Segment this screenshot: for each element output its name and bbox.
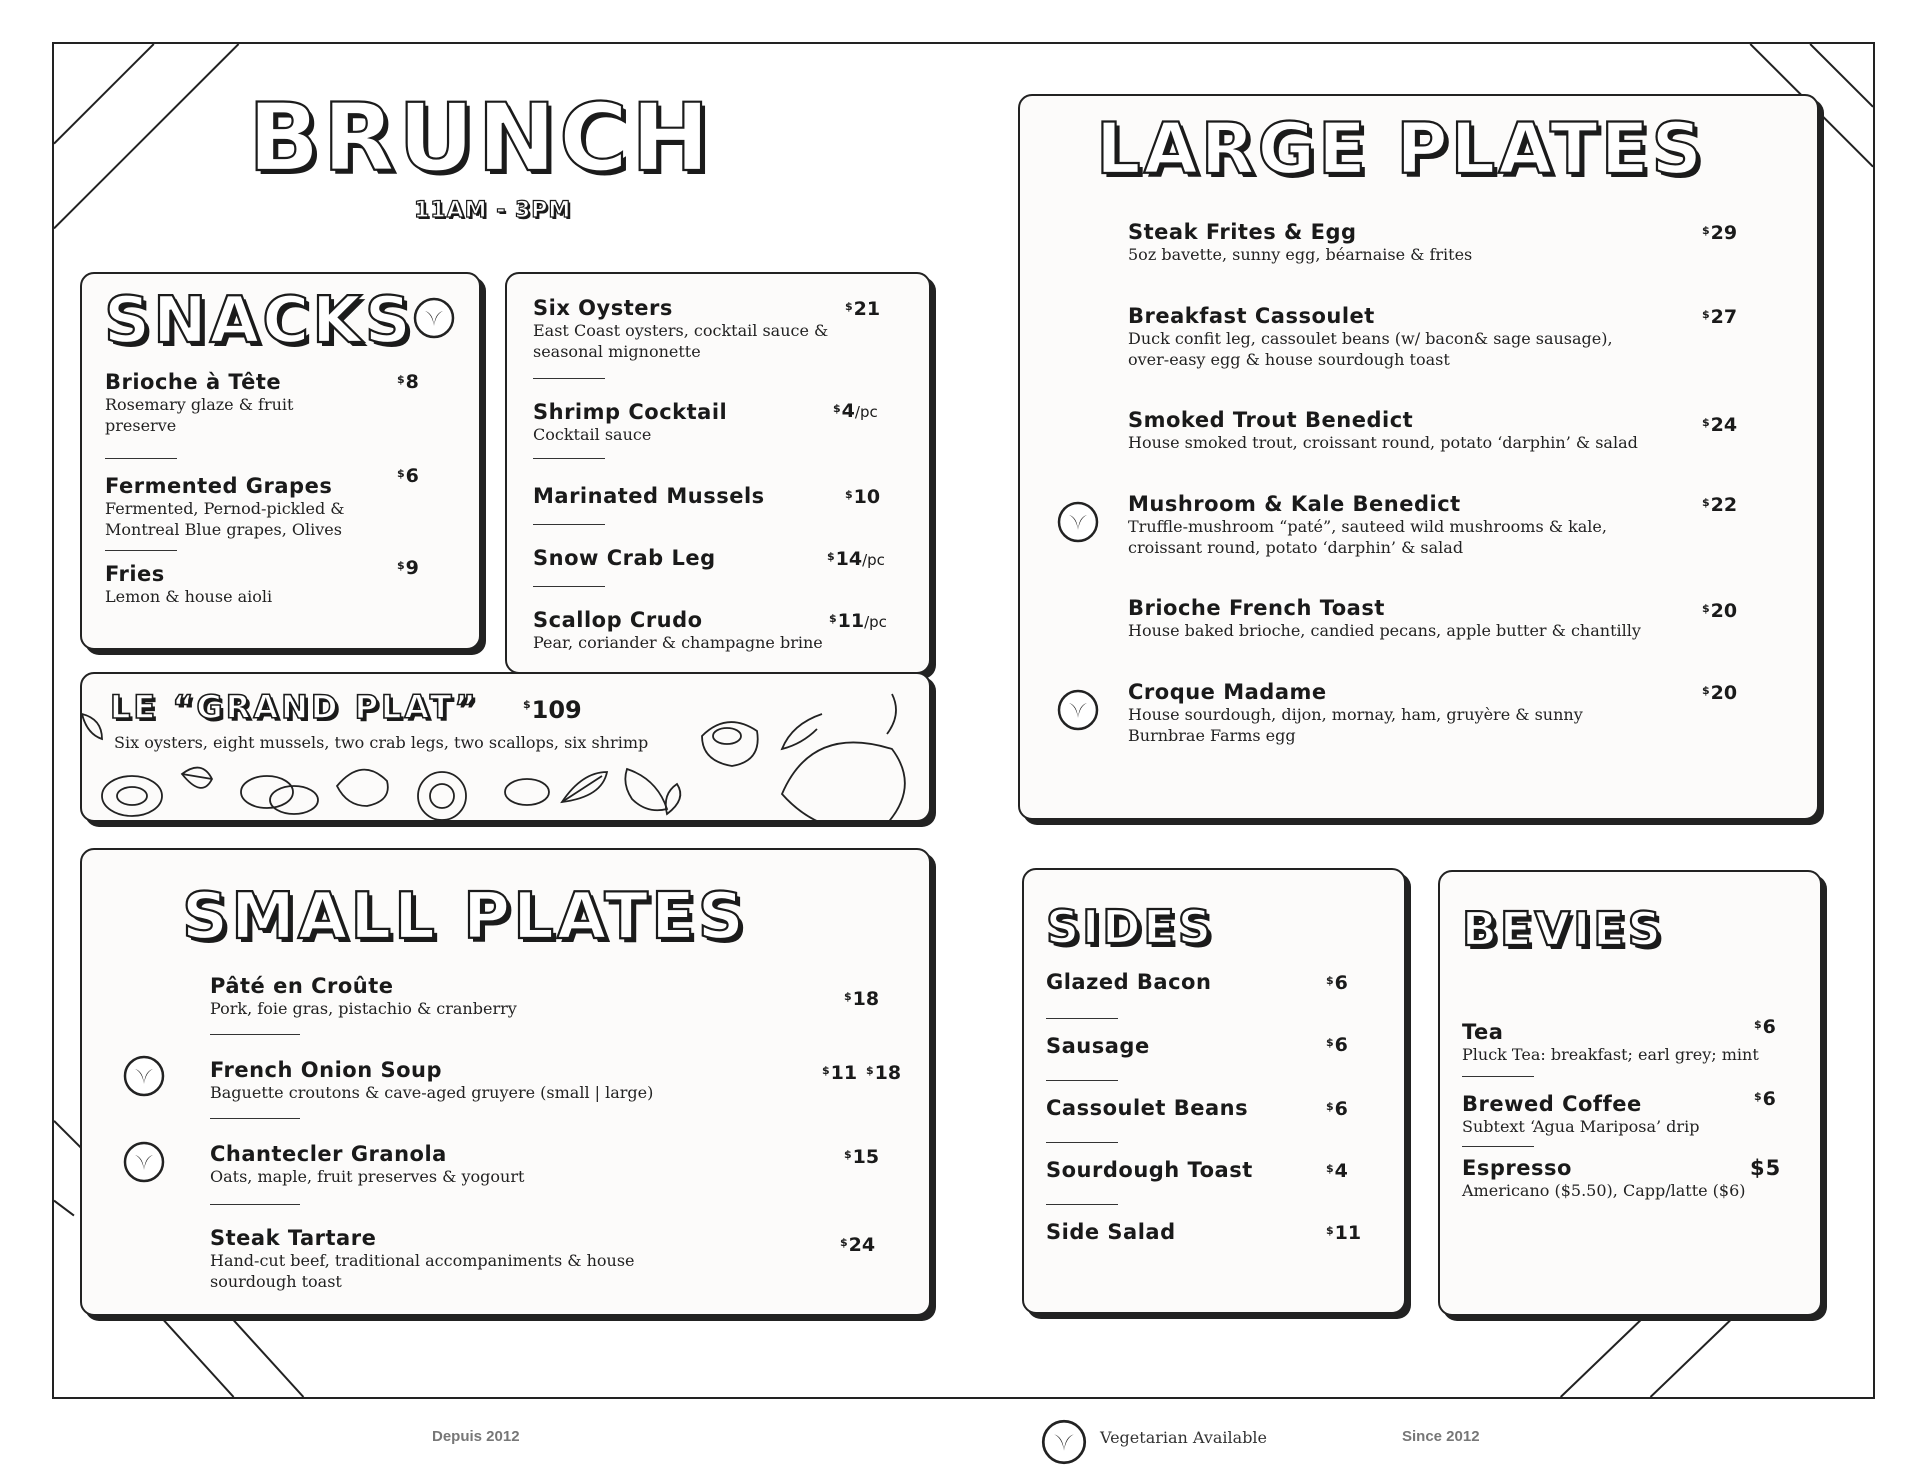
divider	[533, 524, 605, 525]
large-plate-desc: House smoked trout, croissant round, potato ‘darphin’ & salad	[1128, 433, 1638, 452]
side-name: Cassoulet Beans	[1046, 1096, 1249, 1120]
large-plate-price: $24	[1702, 414, 1738, 436]
small-plates-panel	[80, 848, 931, 1316]
seafood-price: $21	[845, 298, 881, 320]
large-plate-price: $20	[1702, 600, 1738, 622]
seafood-desc: East Coast oysters, cocktail sauce & seasonal mignonette	[533, 321, 829, 361]
seafood-name: Snow Crab Leg	[533, 546, 716, 570]
sides-panel	[1022, 868, 1406, 1314]
small-plate-price: $15	[844, 1146, 880, 1168]
large-plate-item	[1128, 596, 1688, 641]
small-plate-name: French Onion Soup	[210, 1058, 442, 1082]
snack-desc: Fermented, Pernod-pickled & Montreal Blue grapes, Olives	[105, 499, 345, 539]
seafood-illustration	[82, 674, 933, 824]
large-plate-price: $22	[1702, 494, 1738, 516]
seafood-item	[533, 296, 833, 362]
divider	[533, 586, 605, 587]
divider	[1462, 1146, 1534, 1147]
seafood-price: $10	[845, 486, 881, 508]
bevie-item	[1462, 1156, 1782, 1201]
snack-desc: Lemon & house aioli	[105, 587, 273, 606]
leaf-circle-icon	[412, 296, 456, 340]
grand-plat-panel	[80, 672, 931, 822]
brunch-title: BRUNCH	[248, 84, 713, 193]
seafood-desc: Pear, coriander & champagne brine	[533, 633, 823, 652]
side-price: $6	[1326, 972, 1348, 994]
small-plate-item	[210, 1058, 750, 1103]
bevie-desc: Subtext ‘Agua Mariposa’ drip	[1462, 1117, 1700, 1136]
leaf-circle-icon	[122, 1054, 166, 1098]
snack-item	[105, 370, 335, 436]
seafood-price: $14/pc	[827, 548, 885, 570]
grand-plat-title: LE “GRAND PLAT”	[110, 688, 479, 726]
bevie-item	[1462, 1092, 1762, 1137]
large-plate-desc: House sourdough, dijon, mornay, ham, gruyère & sunny Burnbrae Farms egg	[1128, 705, 1583, 745]
bevie-desc: Pluck Tea: breakfast; earl grey; mint	[1462, 1045, 1759, 1064]
snack-item	[105, 474, 375, 540]
seafood-item	[533, 400, 833, 445]
snack-name: Fermented Grapes	[105, 474, 333, 498]
small-plate-item	[210, 1142, 710, 1187]
seafood-item	[533, 546, 833, 570]
brunch-hours: 11AM - 3PM	[414, 198, 572, 223]
side-name: Glazed Bacon	[1046, 970, 1212, 994]
large-plate-item	[1128, 408, 1688, 453]
large-plate-name: Smoked Trout Benedict	[1128, 408, 1414, 432]
seafood-item	[533, 484, 833, 508]
footer-since-en: Since 2012	[1402, 1428, 1480, 1445]
large-plate-item	[1128, 220, 1688, 265]
leaf-circle-icon	[1056, 500, 1100, 544]
snack-name: Brioche à Tête	[105, 370, 282, 394]
small-plate-name: Pâté en Croûte	[210, 974, 394, 998]
small-plate-desc: Pork, foie gras, pistachio & cranberry	[210, 999, 517, 1018]
seafood-name: Shrimp Cocktail	[533, 400, 728, 424]
small-plates-title: SMALL PLATES	[182, 880, 747, 954]
large-plate-price: $29	[1702, 222, 1738, 244]
small-plate-desc: Hand-cut beef, traditional accompaniments & house sourdough toast	[210, 1251, 635, 1291]
small-plate-item	[210, 974, 710, 1019]
grand-plat-price: $109	[523, 696, 582, 724]
leaf-circle-icon	[1056, 688, 1100, 732]
large-plate-name: Croque Madame	[1128, 680, 1327, 704]
bevie-item	[1462, 1020, 1762, 1065]
side-price: $11	[1326, 1222, 1362, 1244]
seafood-item	[533, 608, 863, 653]
large-plate-item	[1128, 304, 1648, 370]
divider	[105, 458, 177, 459]
snack-price: $8	[397, 371, 419, 393]
divider	[105, 550, 177, 551]
large-plate-item	[1128, 680, 1588, 746]
snack-name: Fries	[105, 562, 165, 586]
bevie-desc: Americano ($5.50), Capp/latte ($6)	[1462, 1181, 1746, 1200]
bevie-name: Brewed Coffee	[1462, 1092, 1642, 1116]
seafood-price: $4/pc	[833, 400, 878, 422]
divider	[1046, 1018, 1118, 1019]
large-plates-title: LARGE PLATES	[1096, 108, 1705, 190]
large-plate-price: $20	[1702, 682, 1738, 704]
divider	[533, 378, 605, 379]
small-plate-name: Steak Tartare	[210, 1226, 377, 1250]
large-plate-name: Mushroom & Kale Benedict	[1128, 492, 1461, 516]
seafood-name: Marinated Mussels	[533, 484, 765, 508]
bevies-title: BEVIES	[1462, 902, 1664, 956]
large-plate-name: Steak Frites & Egg	[1128, 220, 1357, 244]
large-plate-desc: Truffle-mushroom “paté”, sauteed wild mushrooms & kale, croissant round, potato ‘darphin’ & salad	[1128, 517, 1607, 557]
side-name: Side Salad	[1046, 1220, 1176, 1244]
divider	[210, 1034, 300, 1035]
sides-title: SIDES	[1046, 900, 1214, 954]
bevie-name: Tea	[1462, 1020, 1504, 1044]
divider	[210, 1204, 300, 1205]
bevie-name: Espresso	[1462, 1156, 1572, 1180]
large-plate-desc: Duck confit leg, cassoulet beans (w/ bacon& sage sausage), over-easy egg & house sourdough toast	[1128, 329, 1613, 369]
seafood-desc: Cocktail sauce	[533, 425, 652, 444]
divider	[1462, 1076, 1534, 1077]
footer-since-fr: Depuis 2012	[432, 1428, 520, 1445]
side-price: $6	[1326, 1098, 1348, 1120]
leaf-circle-icon	[122, 1140, 166, 1184]
leaf-circle-icon	[1040, 1418, 1088, 1466]
side-name: Sausage	[1046, 1034, 1150, 1058]
footer-vegetarian-label: Vegetarian Available	[1100, 1428, 1268, 1447]
seafood-name: Six Oysters	[533, 296, 673, 320]
divider	[533, 458, 605, 459]
small-plate-price-large: $18	[866, 1062, 902, 1084]
small-plate-desc: Baguette croutons & cave-aged gruyere (small | large)	[210, 1083, 654, 1102]
small-plate-price: $18	[844, 988, 880, 1010]
large-plate-name: Breakfast Cassoulet	[1128, 304, 1375, 328]
large-plate-desc: 5oz bavette, sunny egg, béarnaise & frites	[1128, 245, 1473, 264]
large-plate-name: Brioche French Toast	[1128, 596, 1385, 620]
snacks-panel	[80, 272, 481, 650]
side-price: $6	[1326, 1034, 1348, 1056]
small-plate-price: $24	[840, 1234, 876, 1256]
large-plate-desc: House baked brioche, candied pecans, apple butter & chantilly	[1128, 621, 1641, 640]
bevies-panel	[1438, 870, 1822, 1316]
large-plates-panel	[1018, 94, 1819, 820]
divider	[1046, 1080, 1118, 1081]
divider	[1046, 1204, 1118, 1205]
snack-price: $6	[397, 465, 419, 487]
bevie-price: $6	[1754, 1016, 1776, 1038]
snacks-title: SNACKS	[104, 284, 414, 358]
side-name: Sourdough Toast	[1046, 1158, 1253, 1182]
snack-desc: Rosemary glaze & fruit preserve	[105, 395, 294, 435]
large-plate-item	[1128, 492, 1648, 558]
large-plate-price: $27	[1702, 306, 1738, 328]
side-price: $4	[1326, 1160, 1348, 1182]
bevie-price: $5	[1750, 1156, 1781, 1180]
bevie-price: $6	[1754, 1088, 1776, 1110]
seafood-price: $11/pc	[829, 610, 887, 632]
small-plate-price: $11	[822, 1062, 858, 1084]
small-plate-item	[210, 1226, 670, 1292]
snack-item	[105, 562, 375, 607]
seafood-name: Scallop Crudo	[533, 608, 703, 632]
divider	[210, 1118, 300, 1119]
small-plate-desc: Oats, maple, fruit preserves & yogourt	[210, 1167, 525, 1186]
small-plate-name: Chantecler Granola	[210, 1142, 447, 1166]
seafood-panel	[505, 272, 931, 674]
snack-price: $9	[397, 557, 419, 579]
grand-plat-desc: Six oysters, eight mussels, two crab legs, two scallops, six shrimp	[114, 733, 649, 752]
divider	[1046, 1142, 1118, 1143]
